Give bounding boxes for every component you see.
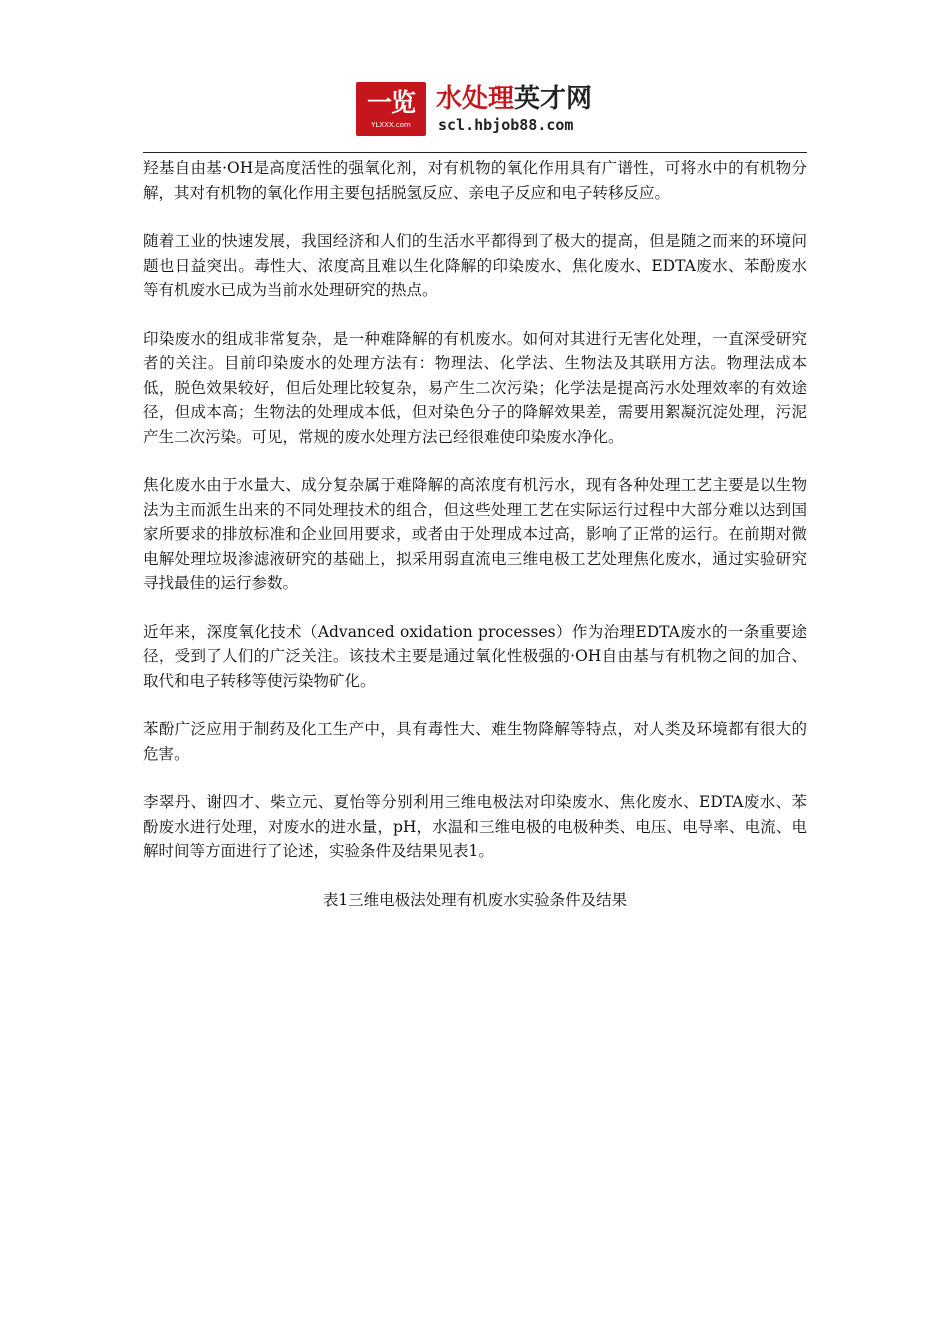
paragraph-industrial-development: 随着工业的快速发展，我国经济和人们的生活水平都得到了极大的提高，但是随之而来的环境问题也日益突出。毒性大、浓度高且难以生化降解的印染废水、焦化废水、EDTA废水、苯酚废水等有机废水已成为当前水处理研究的热点。 <box>143 232 807 299</box>
table-caption: 表1三维电极法处理有机废水实验条件及结果 <box>322 890 628 909</box>
site-name <box>436 84 592 114</box>
header-divider <box>143 152 807 153</box>
paragraph-advanced-oxidation: 近年来，深度氧化技术（Advanced oxidation processes）作为治理EDTA废水的一条重要途径，受到了人们的广泛关注。该技术主要是通过氧化性极强的·OH自由基与有机物之间的加合、取代和电子转移等使污染物矿化。 <box>143 622 807 690</box>
article-body <box>143 156 807 912</box>
paragraph-dyeing-wastewater: 印染废水的组成非常复杂，是一种难降解的有机废水。如何对其进行无害化处理，一直深受研究者的关注。目前印染废水的处理方法有：物理法、化学法、生物法及其联用方法。物理法成本低，脱色效果较好，但后处理比较复杂，易产生二次污染；化学法是提高污水处理效率的有效途径，但成本高；生物法的处理成本低，但对染色分子的降解效果差，需要用絮凝沉淀处理，污泥产生二次污染。可见，常规的废水处理方法已经很难使印染废水净化。 <box>143 329 807 446</box>
logo-subtext: YLXXX.com <box>371 121 411 129</box>
paragraph-hydroxyl-radical: 羟基自由基·OH是高度活性的强氧化剂，对有机物的氧化作用具有广谱性，可将水中的有机物分解，其对有机物的氧化作用主要包括脱氢反应、亲电子反应和电子转移反应。 <box>143 159 807 202</box>
paragraph-coking-wastewater: 焦化废水由于水量大、成分复杂属于难降解的高浓度有机污水，现有各种处理工艺主要是以生物法为主而派生出来的不同处理技术的组合，但这些处理工艺在实际运行过程中大部分难以达到国家所要求的排放标准和企业回用要求，或者由于处理成本过高，影响了正常的运行。在前期对微电解处理垃圾渗滤液研究的基础上，拟采用弱直流电三维电极工艺处理焦化废水，通过实验研究寻找最佳的运行参数。 <box>143 476 807 592</box>
paragraph-phenol: 苯酚广泛应用于制药及化工生产中，具有毒性大、难生物降解等特点，对人类及环境都有很大的危害。 <box>143 720 807 763</box>
paragraph-three-dimensional-electrode: 李翠丹、谢四才、柴立元、夏怡等分别利用三维电极法对印染废水、焦化废水、EDTA废水、苯酚废水进行处理，对废水的进水量，pH，水温和三维电极的电极种类、电压、电导率、电流、电解时间等方面进行了论述，实验条件及结果见表1。 <box>143 793 807 860</box>
site-logo[interactable] <box>356 82 426 136</box>
site-name-red: 水处理 <box>436 84 515 114</box>
site-name-dark: 英才网 <box>514 84 593 114</box>
logo-text: 一览 <box>366 88 415 117</box>
site-url[interactable]: scl.hbjob88.com <box>438 116 574 134</box>
site-header <box>356 82 606 138</box>
